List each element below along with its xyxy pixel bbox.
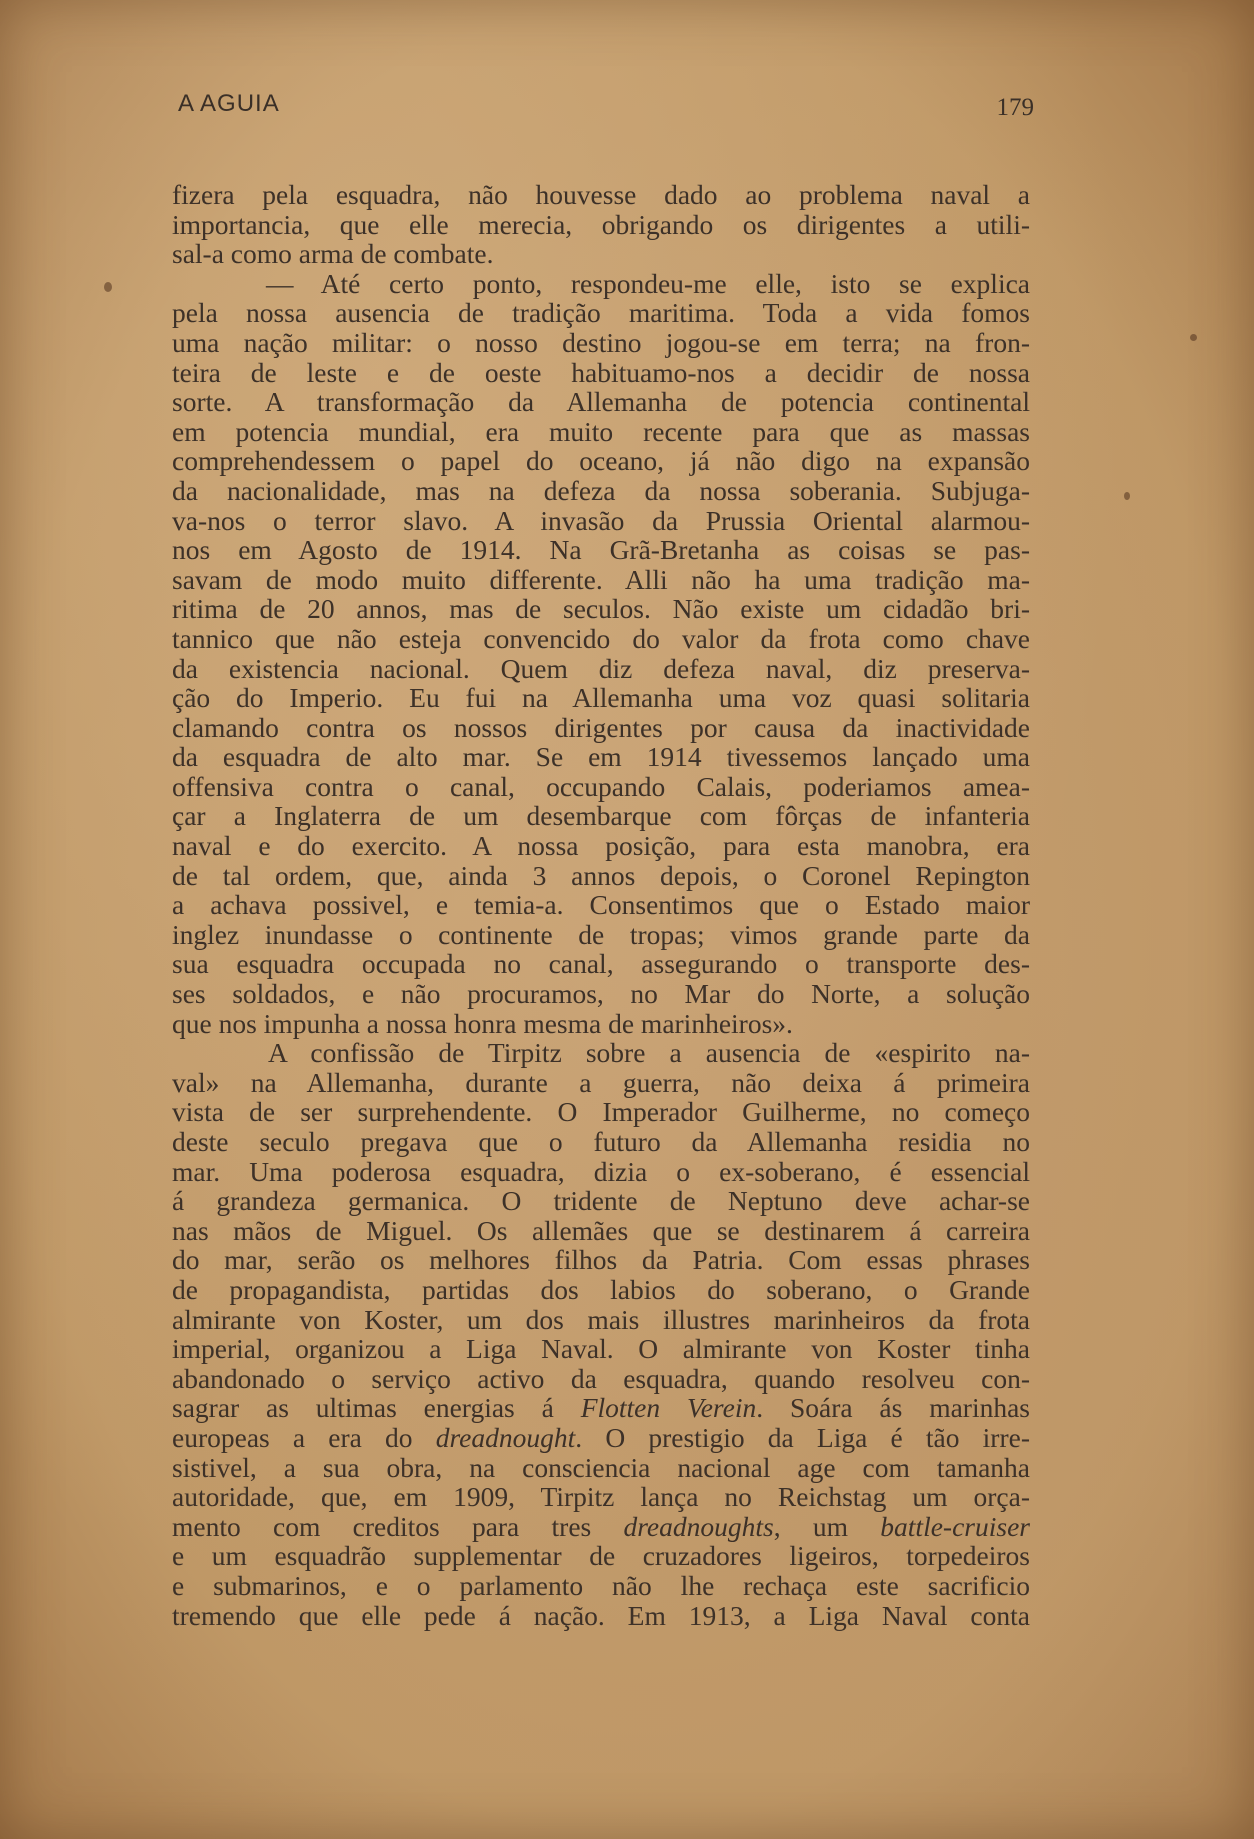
page-number: 179: [996, 94, 1034, 121]
text-line: naval e do exercito. A nossa posição, para esta manobra, era: [172, 830, 1030, 862]
text-line: nos em Agosto de 1914. Na Grã-Bretanha as coisas se pas-: [172, 534, 1030, 566]
text-line: da existencia nacional. Quem diz defeza naval, diz preserva-: [172, 652, 1030, 684]
text-line: europeas a era do dreadnought. O prestigio da Liga é tão irre-: [172, 1421, 1030, 1453]
text-line: do mar, serão os melhores filhos da Patria. Com essas phrases: [172, 1244, 1030, 1276]
text-line: savam de modo muito differente. Alli não ha uma tradição ma-: [172, 563, 1030, 595]
ink-blot: [1124, 492, 1130, 500]
text-line: sistivel, a sua obra, na consciencia nacional age com tamanha: [172, 1451, 1030, 1483]
text-line: abandonado o serviço activo da esquadra, quando resolveu con-: [172, 1362, 1030, 1394]
text-line: clamando contra os nossos dirigentes por causa da inactividade: [172, 711, 1030, 743]
text-line: sagrar as ultimas energias á Flotten Verein. Soára ás marinhas: [172, 1392, 1030, 1424]
text-line: comprehendessem o papel do oceano, já não digo na expansão: [172, 445, 1030, 477]
italic-term: dreadnoughts: [623, 1510, 774, 1542]
italic-term: Flotten Verein: [580, 1392, 757, 1424]
text-line: uma nação militar: o nosso destino jogou-se em terra; na fron-: [172, 326, 1030, 358]
ink-blot: [104, 282, 112, 292]
text-line: deste seculo pregava que o futuro da Allemanha residia no: [172, 1126, 1030, 1157]
text-line: ritima de 20 annos, mas de seculos. Não existe um cidadão bri-: [172, 593, 1030, 625]
text-line: da esquadra de alto mar. Se em 1914 tivessemos lançado uma: [172, 741, 1030, 773]
page-header: [178, 90, 1034, 130]
text-line: tannico que não esteja convencido do valor da frota como chave: [172, 622, 1030, 654]
text-line: imperial, organizou a Liga Naval. O almirante von Koster tinha: [172, 1333, 1030, 1365]
text-line: çar a Inglaterra de um desembarque com fôrças de infanteria: [172, 800, 1030, 832]
text-line: almirante von Koster, um dos mais illustres marinheiros da frota: [172, 1303, 1030, 1335]
text-line: pela nossa ausencia de tradição maritima. Toda a vida fomos: [172, 297, 1030, 329]
text-line: val» na Allemanha, durante a guerra, não deixa á primeira: [172, 1066, 1030, 1098]
italic-term: dreadnought: [435, 1421, 576, 1453]
text-line: e submarinos, e o parlamento não lhe rechaça este sacrificio: [172, 1569, 1030, 1601]
text-line: offensiva contra o canal, occupando Calais, poderiamos amea-: [172, 770, 1030, 802]
text-line: nas mãos de Miguel. Os allemães que se destinarem á carreira: [172, 1214, 1030, 1246]
text-line: fizera pela esquadra, não houvesse dado ao problema naval a: [172, 179, 1030, 210]
text-line: A confissão de Tirpitz sobre a ausencia de «espirito na-: [268, 1037, 1030, 1069]
text-line: e um esquadrão supplementar de cruzadores ligeiros, torpedeiros: [172, 1540, 1030, 1572]
text-line: sorte. A transformação da Allemanha de potencia continental: [172, 386, 1030, 418]
text-line: mar. Uma poderosa esquadra, dizia o ex-soberano, é essencial: [172, 1155, 1030, 1187]
text-line: á grandeza germanica. O tridente de Neptuno deve achar-se: [172, 1185, 1030, 1217]
text-line: sua esquadra occupada no canal, assegurando o transporte des-: [172, 948, 1030, 980]
text-line: ses soldados, e não procuramos, no Mar do Norte, a solução: [172, 978, 1030, 1010]
text-line: a achava possivel, e temia-a. Consentimos que o Estado maior: [172, 889, 1030, 921]
text-line: de propagandista, partidas dos labios do soberano, o Grande: [172, 1273, 1030, 1305]
text-line: da nacionalidade, mas na defeza da nossa soberania. Subjuga-: [172, 474, 1030, 506]
text-line: mento com creditos para tres dreadnoughts, um battle-cruiser: [172, 1510, 1030, 1542]
text-line: vista de ser surprehendente. O Imperador Guilherme, no começo: [172, 1096, 1030, 1128]
italic-term: battle-cruiser: [880, 1510, 1030, 1542]
text-line: teira de leste e de oeste habituamo-nos a decidir de nossa: [172, 356, 1030, 388]
text-line: sal-a como arma de combate.: [172, 238, 494, 270]
ink-blot: [1190, 334, 1197, 341]
text-line: ção do Imperio. Eu fui na Allemanha uma voz quasi solitaria: [172, 682, 1030, 714]
text-line: de tal ordem, que, ainda 3 annos depois, o Coronel Repington: [172, 859, 1030, 891]
text-line: que nos impunha a nossa honra mesma de marinheiros».: [172, 1007, 793, 1039]
body-text: [172, 180, 1030, 1630]
running-title: A AGUIA: [178, 90, 280, 117]
text-line: va-nos o terror slavo. A invasão da Prussia Oriental alarmou-: [172, 504, 1030, 536]
text-line: tremendo que elle pede á nação. Em 1913, a Liga Naval conta: [172, 1599, 1030, 1631]
text-line: importancia, que elle merecia, obrigando os dirigentes a utili-: [172, 208, 1030, 240]
text-line: em potencia mundial, era muito recente para que as massas: [172, 415, 1030, 447]
text-line: autoridade, que, em 1909, Tirpitz lança no Reichstag um orça-: [172, 1481, 1030, 1513]
text-line: inglez inundasse o continente de tropas; vimos grande parte da: [172, 918, 1030, 950]
text-line: — Até certo ponto, respondeu-me elle, isto se explica: [266, 267, 1030, 299]
